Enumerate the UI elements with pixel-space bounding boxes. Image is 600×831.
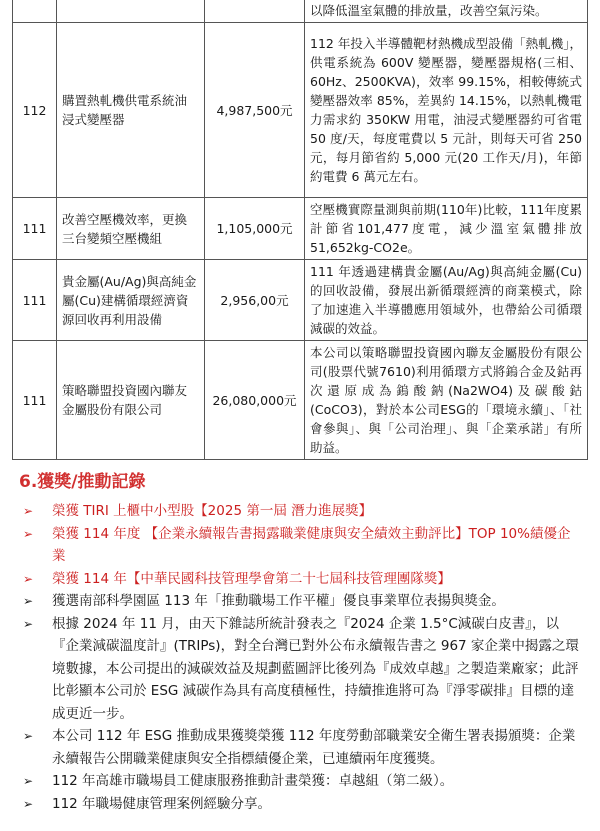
table-row	[13, 341, 588, 460]
amount-cell: 2,956,00元	[205, 260, 305, 341]
description-cell: 111 年透過建構貴金屬(Au/Ag)與高純金屬(Cu)的回收設備，發展出新循環經濟的商業模式，除了加速進入半導體應用領域外，也帶給公司循環減碳的效益。	[305, 260, 588, 341]
list-item-text: 112 年高雄市職場員工健康服務推動計畫榮獲：卓越組（第二級）。	[52, 773, 454, 789]
arrow-bullet-icon: ➢	[23, 616, 34, 631]
list-item	[20, 500, 580, 523]
list-item-text: 112 年職場健康管理案例經驗分享。	[52, 795, 272, 812]
description-cell: 112 年投入半導體靶材熱機成型設備「熱軋機」，供電系統為 600V 變壓器，變壓器規格(三相、60Hz、2500KVA)，效率 99.15%，相較傳統式變壓器效率 85%，差異約 14.15%，以熱軋機電力需求約 350KW 用電，油浸式變壓器約可省電 50 度/天，每度電費以 5 元計，則每天可省 250 元，每月節省約 5,000 元(20 工作天/月)，年節約電費 6 萬元左右。	[305, 23, 588, 198]
investment-table	[12, 0, 588, 460]
year-cell	[13, 0, 57, 23]
table-row	[13, 0, 588, 23]
table-row	[13, 198, 588, 260]
amount-cell	[205, 0, 305, 23]
list-item	[20, 793, 580, 816]
amount-cell: 26,080,000元	[205, 341, 305, 460]
description-cell: 以降低溫室氣體的排放量，改善空氣污染。	[305, 0, 588, 23]
arrow-bullet-icon: ➢	[23, 526, 34, 541]
item-cell	[57, 0, 205, 23]
table-row	[13, 260, 588, 341]
year-cell: 111	[13, 260, 57, 341]
year-cell: 111	[13, 341, 57, 460]
arrow-bullet-icon: ➢	[23, 774, 34, 788]
table-row	[13, 23, 588, 198]
year-cell: 111	[13, 198, 57, 260]
arrow-bullet-icon: ➢	[23, 729, 34, 743]
list-item	[20, 523, 580, 568]
list-item-text: 榮獲 114 年【中華民國科技管理學會第二十七屆科技管理團隊獎】	[52, 570, 451, 587]
year-cell: 112	[13, 23, 57, 198]
list-item	[20, 725, 580, 770]
description-cell: 本公司以策略聯盟投資國內聯友金屬股份有限公司(股票代號7610)利用循環方式將鎢合金及鈷再次還原成為鎢酸鈉(Na2WO4)及碳酸鈷(CoCO3)，對於本公司ESG的「環境永續」、「社會參與」、與「公司治理」、與「企業承諾」有所助益。	[305, 341, 588, 460]
list-item	[20, 568, 580, 591]
list-item	[20, 770, 580, 793]
section-title: 6.獲獎/推動記錄	[19, 472, 146, 492]
item-cell: 貴金屬(Au/Ag)與高純金屬(Cu)建構循環經濟資源回收再利用設備	[57, 260, 205, 341]
list-item	[20, 613, 580, 726]
item-cell: 策略聯盟投資國內聯友金屬股份有限公司	[57, 341, 205, 460]
amount-cell: 1,105,000元	[205, 198, 305, 260]
arrow-bullet-icon: ➢	[23, 571, 34, 586]
list-item-text: 榮獲 114 年度 【企業永續報告書揭露職業健康與安全績效主動評比】TOP 10%績優企業	[52, 525, 571, 564]
arrow-bullet-icon: ➢	[23, 796, 34, 811]
list-item	[20, 590, 580, 613]
awards-list	[20, 500, 580, 815]
item-cell: 改善空壓機效率，更換三台變頻空壓機組	[57, 198, 205, 260]
list-item-text: 本公司 112 年 ESG 推動成果獲獎榮獲 112 年度勞動部職業安全衛生署表揚頒獎：企業永續報告公開職業健康與安全指標績優企業，已連續兩年度獲獎。	[52, 728, 576, 767]
amount-cell: 4,987,500元	[205, 23, 305, 198]
arrow-bullet-icon: ➢	[23, 594, 34, 608]
arrow-bullet-icon: ➢	[23, 504, 34, 518]
description-cell: 空壓機實際量測與前期(110年)比較，111年度累計節省101,477度電，減少溫室氣體排放51,652kg-CO2e。	[305, 198, 588, 260]
list-item-text: 獲選南部科學園區 113 年「推動職場工作平權」優良事業單位表揚與獎金。	[52, 593, 505, 609]
item-cell: 購置熱軋機供電系統油浸式變壓器	[57, 23, 205, 198]
list-item-text: 根據 2024 年 11 月，由天下雜誌所統計發表之『2024 企業 1.5°C減碳白皮書』，以『企業減碳溫度計』(TRIPs)，對全台灣已對外公布永續報告書之 967 家企業中揭露之環境數據，本公司提出的減碳效益及規劃藍圖評比後列為『成效卓越』之製造業廠家；此評比彰顯本公司於 ESG 減碳作為具有高度積極性，持續推進將可為『淨零碳排』目標的達成更近一步。	[52, 615, 579, 722]
list-item-text: 榮獲 TIRI 上櫃中小型股【2025 第一屆 潛力進展獎】	[52, 503, 373, 519]
